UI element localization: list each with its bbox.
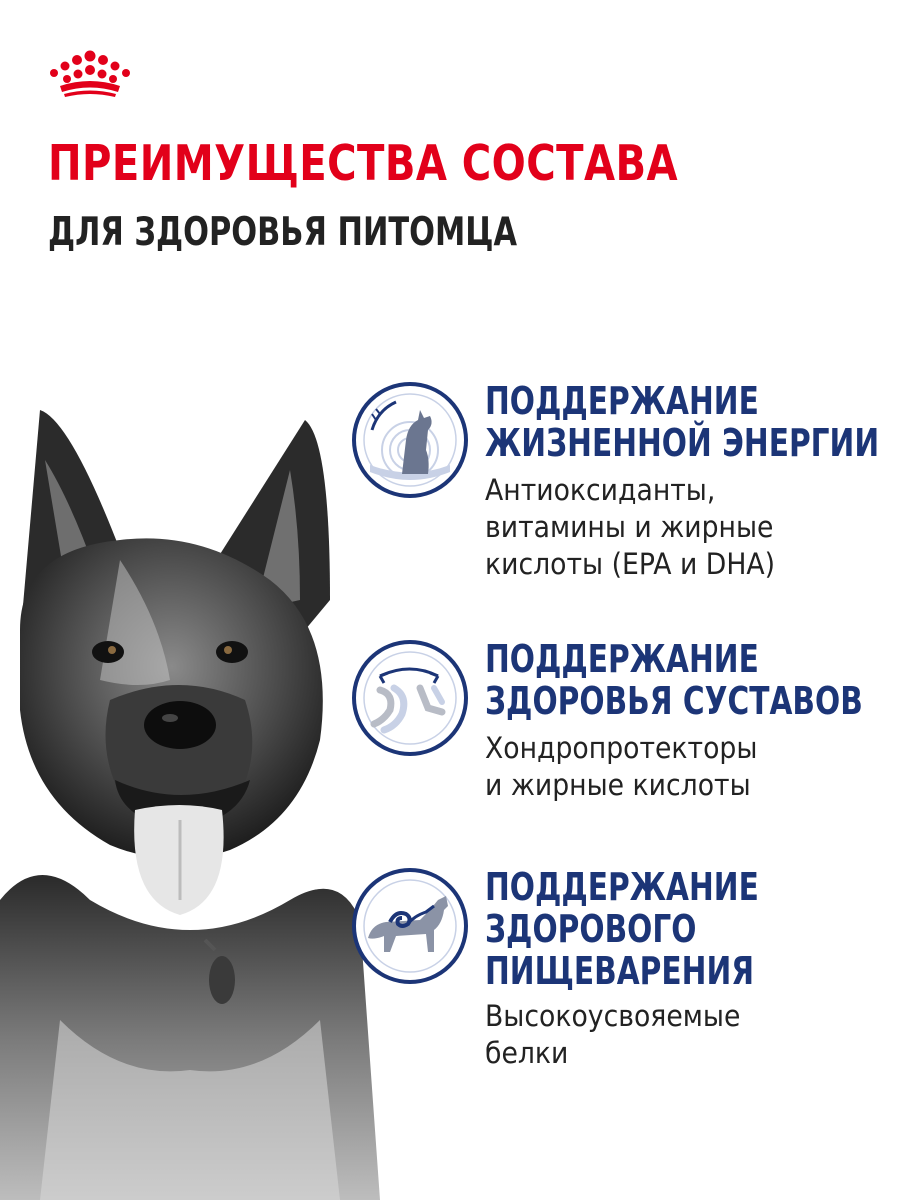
benefit-description: Хондропротекторы и жирные кислоты	[485, 731, 758, 802]
german-shepherd-photo	[0, 380, 380, 1200]
benefit-vitality	[350, 380, 890, 600]
benefit-description: Высокоусвояемые белки	[485, 999, 741, 1070]
benefit-digestion	[350, 865, 890, 1070]
benefit-heading: ПОДДЕРЖАНИЕ ЖИЗНЕННОЙ ЭНЕРГИИ	[485, 379, 880, 465]
benefit-heading: ПОДДЕРЖАНИЕ ЗДОРОВЬЯ СУСТАВОВ	[485, 637, 863, 723]
benefit-joints	[350, 638, 890, 818]
joints-icon	[350, 638, 470, 758]
page-title: ПРЕИМУЩЕСТВА СОСТАВА	[48, 135, 678, 192]
digestion-icon	[350, 866, 470, 986]
page-subtitle: ДЛЯ ЗДОРОВЬЯ ПИТОМЦА	[48, 210, 518, 255]
dog-energy-icon	[350, 380, 470, 500]
benefit-description: Антиоксиданты, витамины и жирные кислоты (EPA и DHA)	[485, 473, 776, 581]
benefit-heading: ПОДДЕРЖАНИЕ ЗДОРОВОГО ПИЩЕВАРЕНИЯ	[485, 865, 759, 993]
royal-crown-icon	[46, 50, 134, 100]
